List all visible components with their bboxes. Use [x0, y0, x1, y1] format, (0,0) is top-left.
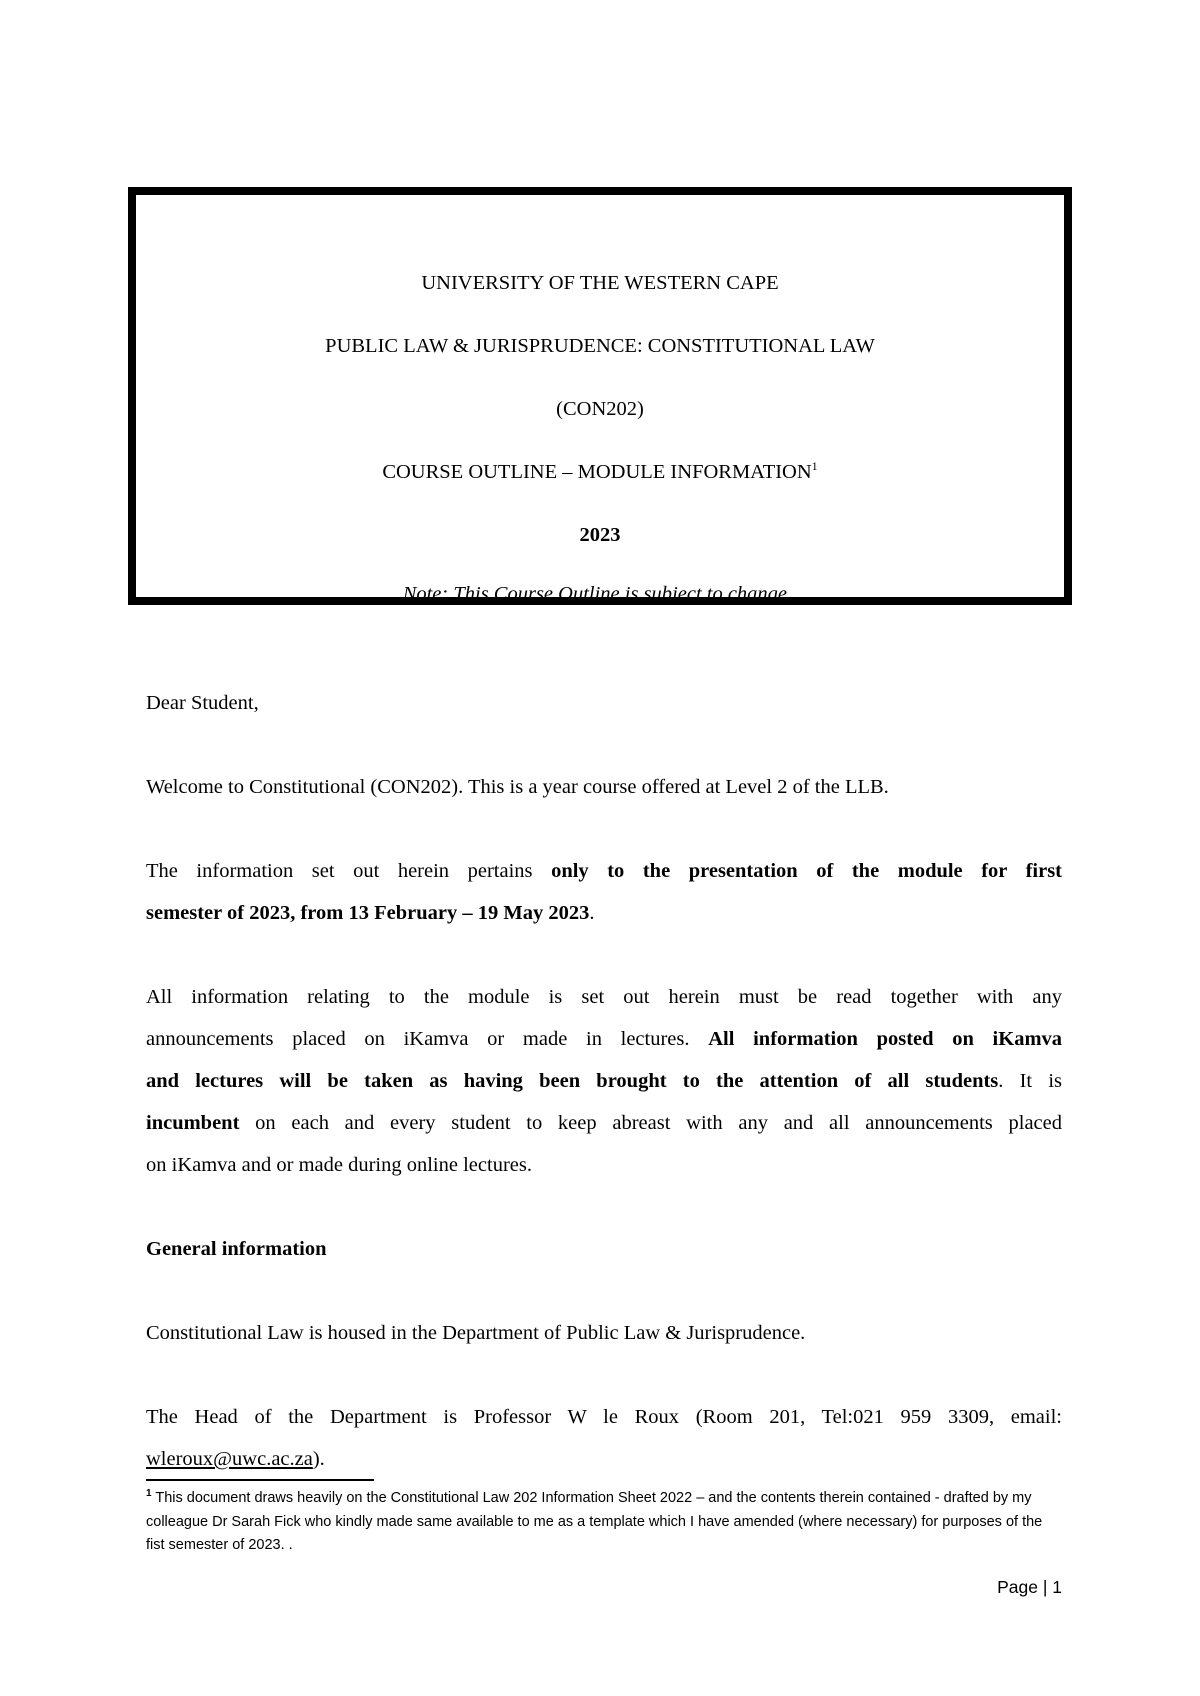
- hod-line: The Head of the Department is Professor W le Roux (Room 201, Tel:021 959 3309, email:: [146, 1406, 1062, 1428]
- footnote-ref[interactable]: 1: [811, 459, 818, 474]
- footnote-separator: [146, 1479, 374, 1481]
- change-note: Note: This Course Outline is subject to change: [402, 583, 798, 605]
- announcements-line-5: on iKamva and or made during online lectures.: [146, 1154, 532, 1176]
- email-link[interactable]: wleroux@uwc.ac.za: [146, 1448, 313, 1470]
- hod-paragraph: [146, 1396, 1062, 1480]
- title-box: [128, 187, 1072, 605]
- course-code: (CON202): [556, 398, 644, 420]
- outline-title-text: COURSE OUTLINE – MODULE INFORMATION: [382, 461, 812, 483]
- welcome-paragraph: Welcome to Constitutional (CON202). This is a year course offered at Level 2 of the LLB.: [146, 776, 889, 798]
- university-name: UNIVERSITY OF THE WESTERN CAPE: [421, 272, 779, 294]
- footnote-text: This document draws heavily on the Constitutional Law 202 Information Sheet 2022 – and the contents therein contained - drafted by my colleague Dr Sarah Fick who kindly made same available to me as a template which I have amended (where necessary) for purposes of the fist semester of 2023. .: [146, 1490, 1043, 1553]
- semester-line-1: The information set out herein pertains only to the presentation of the module for first: [146, 860, 1062, 882]
- general-info-heading: General information: [146, 1238, 327, 1260]
- footnote: [146, 1487, 1062, 1558]
- outline-title: [136, 460, 1064, 484]
- semester-paragraph: [146, 850, 1062, 934]
- page-number: Page | 1: [997, 1577, 1062, 1597]
- announcements-line-1: All information relating to the module is set out herein must be read together with any: [146, 986, 1062, 1008]
- announcements-line-3: and lectures will be taken as having been brought to the attention of all students. It is: [146, 1070, 1062, 1092]
- course-year: 2023: [579, 524, 621, 546]
- announcements-paragraph: [146, 976, 1062, 1186]
- housed-paragraph: Constitutional Law is housed in the Department of Public Law & Jurisprudence.: [146, 1322, 806, 1344]
- semester-line-2: semester of 2023, from 13 February – 19 May 2023.: [146, 902, 595, 924]
- hod-email-line: wleroux@uwc.ac.za).: [146, 1448, 325, 1470]
- department-title: PUBLIC LAW & JURISPRUDENCE: CONSTITUTIONAL LAW: [325, 335, 875, 357]
- footnote-number: 1: [146, 1488, 152, 1500]
- salutation: Dear Student,: [146, 692, 259, 714]
- announcements-line-2: announcements placed on iKamva or made in lectures. All information posted on iKamva: [146, 1028, 1063, 1050]
- announcements-line-4: incumbent on each and every student to keep abreast with any and all announcements placed: [146, 1112, 1063, 1134]
